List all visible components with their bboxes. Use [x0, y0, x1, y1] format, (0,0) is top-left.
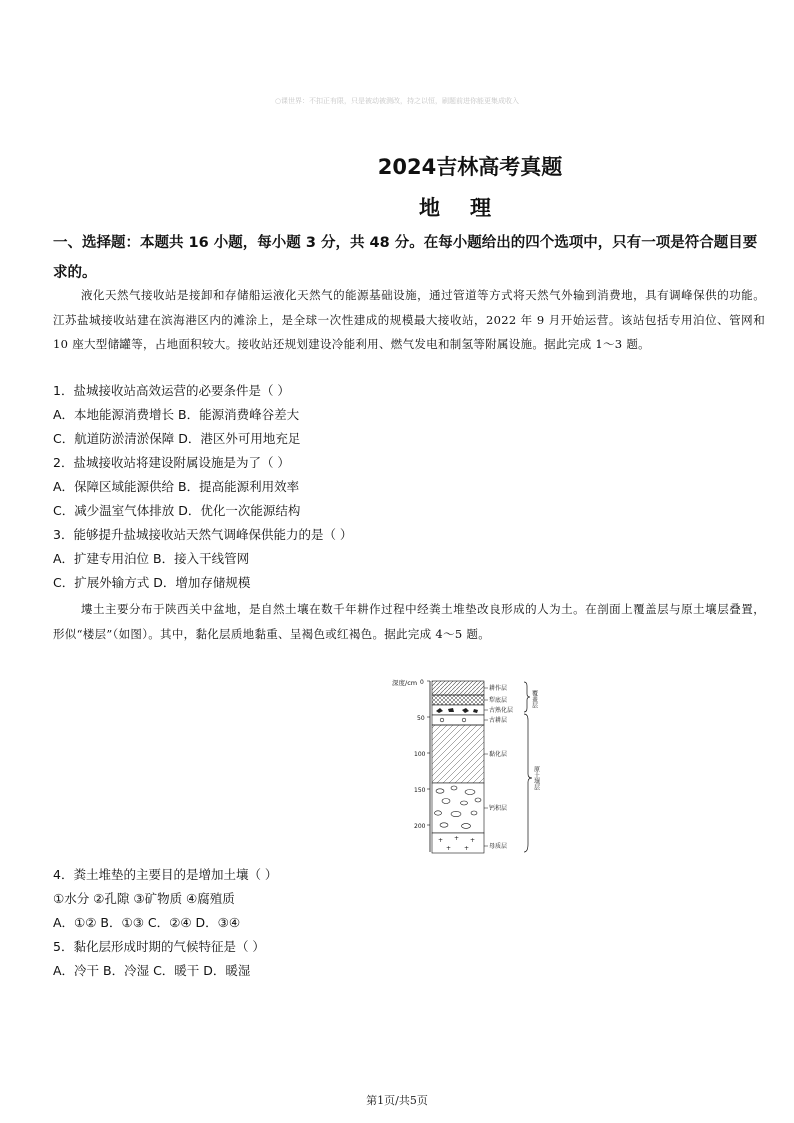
question-1-stem: 1．盐城接收站高效运营的必要条件是（ ）: [53, 383, 290, 398]
svg-text:+: +: [464, 845, 470, 852]
layer-plow-pan: [432, 695, 484, 705]
question-3-stem: 3．能够提升盐城接收站天然气调峰保供能力的是（ ）: [53, 527, 353, 542]
page-title: 2024吉林高考真题: [377, 155, 563, 179]
label-plow-pan: 犁底层: [489, 697, 508, 704]
layer-clay: [432, 725, 484, 783]
subject-title: 地理: [419, 196, 521, 220]
question-4-items: ①水分 ②孔隙 ③矿物质 ④腐殖质: [53, 891, 235, 906]
svg-text:+: +: [446, 845, 452, 852]
passage-lng: 液化天然气接收站是接卸和存储船运液化天然气的能源基础设施，通过管道等方式将天然气外输到消费地，具有调峰保供的功能。江苏盐城接收站建在滨海港区内的滩涂上，是全球一次性建成的规模最大接收站，2022 年 9 月开始运营。该站包括专用泊位、管网和 10 座大型储罐等，占地面积较大。接收站还规划建设冷能利用、燃气发电和制氢等附属设施。据此完成 1～3 题。: [53, 288, 765, 351]
label-calcic: 钙积层: [489, 805, 508, 812]
label-ancient-mature: 古熟化层: [489, 707, 514, 714]
depth-axis-label: 深度/cm: [392, 679, 418, 687]
question-2-stem: 2．盐城接收站将建设附属设施是为了（ ）: [53, 455, 290, 470]
question-1-options-ab: A．本地能源消费增长 B．能源消费峰谷差大: [53, 407, 300, 422]
brace-cover: [524, 682, 530, 712]
tick-100: 100: [414, 751, 426, 758]
question-4-options: A．①② B．①③ C．②④ D．③④: [53, 915, 241, 930]
passage-soil: 塿土主要分布于陕西关中盆地，是自然土壤在数千年耕作过程中经粪土堆垫改良形成的人为土。在剖面上覆盖层与原土壤层叠置，形似“楼层”（如图）。其中，黏化层质地黏重、呈褐色或红褐色。据此完成 4～5 题。: [53, 602, 765, 641]
label-ancient-tillage: 古耕层: [489, 717, 508, 724]
svg-text:+: +: [438, 837, 444, 844]
question-5-options: A．冷干 B．冷湿 C．暖干 D．暖湿: [53, 963, 251, 978]
tick-200: 200: [414, 823, 426, 830]
layer-ancient-tillage: [432, 715, 484, 725]
tick-50: 50: [417, 715, 425, 722]
group-original-label: 原土壤层: [532, 766, 540, 790]
tick-150: 150: [414, 787, 426, 794]
section-heading: 一、选择题：本题共 16 小题，每小题 3 分，共 48 分。在每小题给出的四个选项中，只有一项是符合题目要求的。: [53, 235, 758, 281]
brace-original: [524, 714, 532, 852]
watermark-text: ○课世界：不扣正有限，只是被动被测改，持之以恒，刷题前进你能更集成收入: [274, 97, 520, 105]
svg-text:+: +: [454, 835, 460, 842]
page-footer: 第1页/共5页: [366, 1094, 428, 1107]
soil-profile-figure: [384, 674, 584, 864]
layer-tillage: [432, 681, 484, 695]
tick-0: 0: [420, 679, 424, 686]
soil-profile-svg: [384, 674, 584, 864]
svg-text:+: +: [470, 837, 476, 844]
group-cover-label: 覆盖层: [530, 690, 538, 708]
question-4-stem: 4．粪土堆垫的主要目的是增加土壤（ ）: [53, 867, 278, 882]
question-5-stem: 5．黏化层形成时期的气候特征是（ ）: [53, 939, 265, 954]
question-3-options-cd: C．扩展外输方式 D．增加存储规模: [53, 575, 251, 590]
label-tillage: 耕作层: [489, 685, 508, 692]
question-2-options-ab: A．保障区域能源供给 B．提高能源利用效率: [53, 479, 300, 494]
label-parent-material: 母质层: [489, 843, 508, 850]
question-2-options-cd: C．减少温室气体排放 D．优化一次能源结构: [53, 503, 301, 518]
label-clay: 黏化层: [489, 751, 508, 758]
question-1-options-cd: C．航道防淤清淤保障 D．港区外可用地充足: [53, 431, 301, 446]
question-3-options-ab: A．扩建专用泊位 B．接入干线管网: [53, 551, 250, 566]
